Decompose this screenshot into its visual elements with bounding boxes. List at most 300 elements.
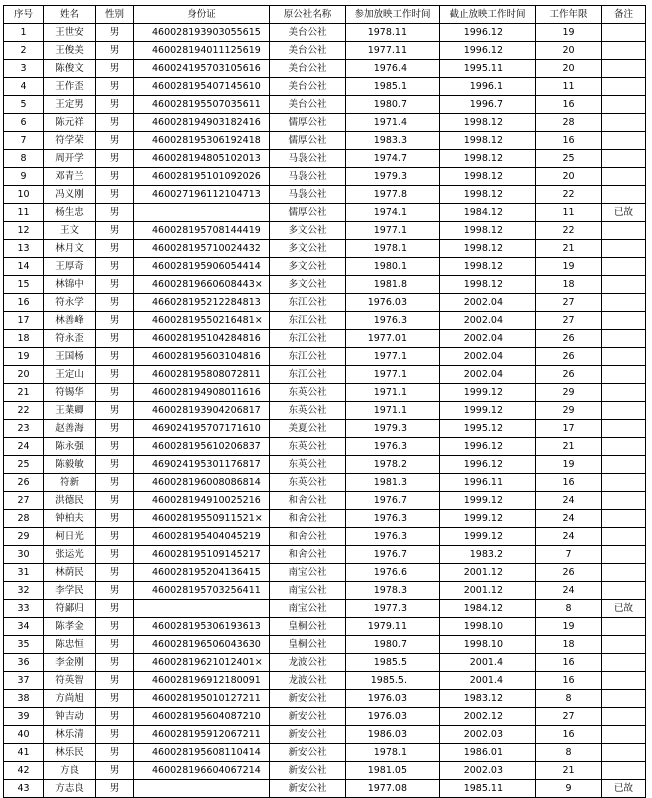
cell-end-date: 1995.11 [440, 60, 536, 78]
cell-remarks [602, 492, 646, 510]
cell-index: 37 [4, 672, 44, 690]
cell-remarks [602, 456, 646, 474]
cell-commune: 新安公社 [270, 726, 346, 744]
cell-index: 19 [4, 348, 44, 366]
cell-gender: 男 [96, 384, 134, 402]
cell-years: 21 [536, 240, 602, 258]
cell-index: 33 [4, 600, 44, 618]
cell-name: 李金刚 [44, 654, 96, 672]
cell-years: 24 [536, 492, 602, 510]
table-row [4, 276, 646, 294]
cell-commune: 儒厚公社 [270, 114, 346, 132]
cell-name: 林乐民 [44, 744, 96, 762]
cell-years: 18 [536, 276, 602, 294]
cell-remarks: 已故 [602, 780, 646, 798]
table-row [4, 762, 646, 780]
cell-commune: 美夏公社 [270, 420, 346, 438]
table-row [4, 222, 646, 240]
cell-id-number: 460028195604087210 [134, 708, 270, 726]
cell-end-date: 1998.12 [440, 168, 536, 186]
cell-id-number: 460028193903055615 [134, 24, 270, 42]
table-row [4, 168, 646, 186]
cell-end-date: 2002.04 [440, 312, 536, 330]
cell-id-number: 460028195603104816 [134, 348, 270, 366]
table-row [4, 348, 646, 366]
table-row [4, 42, 646, 60]
cell-name: 王定男 [44, 96, 96, 114]
cell-gender: 男 [96, 636, 134, 654]
cell-years: 20 [536, 168, 602, 186]
cell-remarks [602, 546, 646, 564]
cell-index: 34 [4, 618, 44, 636]
table-row [4, 24, 646, 42]
cell-commune: 南宝公社 [270, 600, 346, 618]
cell-name: 方尚旭 [44, 690, 96, 708]
cell-commune: 皇桐公社 [270, 636, 346, 654]
table-row [4, 240, 646, 258]
header-remarks: 备注 [602, 6, 646, 24]
cell-remarks [602, 276, 646, 294]
cell-name: 钟吉动 [44, 708, 96, 726]
cell-commune: 美台公社 [270, 24, 346, 42]
cell-id-number: 466028195212284813 [134, 294, 270, 312]
cell-gender: 男 [96, 276, 134, 294]
table-row [4, 528, 646, 546]
cell-name: 林月文 [44, 240, 96, 258]
cell-end-date: 2002.12 [440, 708, 536, 726]
cell-remarks [602, 330, 646, 348]
cell-commune: 美台公社 [270, 78, 346, 96]
cell-commune: 新安公社 [270, 762, 346, 780]
cell-end-date: 2002.04 [440, 330, 536, 348]
cell-years: 26 [536, 366, 602, 384]
cell-commune: 东英公社 [270, 456, 346, 474]
table-row [4, 546, 646, 564]
cell-index: 27 [4, 492, 44, 510]
table-row [4, 726, 646, 744]
cell-commune: 马袅公社 [270, 150, 346, 168]
cell-remarks [602, 294, 646, 312]
cell-years: 16 [536, 726, 602, 744]
cell-years: 24 [536, 582, 602, 600]
table-row [4, 672, 646, 690]
cell-remarks [602, 312, 646, 330]
cell-end-date: 1983.12 [440, 690, 536, 708]
cell-years: 20 [536, 42, 602, 60]
cell-start-date: 1974.7 [346, 150, 440, 168]
cell-start-date: 1978.11 [346, 24, 440, 42]
header-row [4, 6, 646, 24]
cell-remarks [602, 60, 646, 78]
cell-commune: 南宝公社 [270, 582, 346, 600]
cell-gender: 男 [96, 618, 134, 636]
cell-start-date: 1977.1 [346, 366, 440, 384]
cell-end-date: 2002.04 [440, 294, 536, 312]
cell-start-date: 1976.03 [346, 708, 440, 726]
header-start-date: 参加放映工作时间 [346, 6, 440, 24]
cell-id-number: 460028195507035611 [134, 96, 270, 114]
cell-commune: 龙波公社 [270, 654, 346, 672]
cell-end-date: 1998.12 [440, 222, 536, 240]
cell-years: 29 [536, 402, 602, 420]
cell-index: 3 [4, 60, 44, 78]
cell-index: 6 [4, 114, 44, 132]
cell-commune: 东江公社 [270, 312, 346, 330]
cell-remarks [602, 366, 646, 384]
table-row [4, 60, 646, 78]
table-row [4, 330, 646, 348]
cell-index: 40 [4, 726, 44, 744]
cell-id-number: 460028196912180091 [134, 672, 270, 690]
cell-name: 王業卿 [44, 402, 96, 420]
table-row [4, 690, 646, 708]
cell-start-date: 1976.3 [346, 528, 440, 546]
cell-gender: 男 [96, 654, 134, 672]
cell-years: 16 [536, 96, 602, 114]
cell-name: 陈毅敏 [44, 456, 96, 474]
table-row [4, 582, 646, 600]
cell-name: 林善峰 [44, 312, 96, 330]
cell-name: 王俊美 [44, 42, 96, 60]
cell-commune: 马袅公社 [270, 168, 346, 186]
table-row [4, 294, 646, 312]
cell-start-date: 1977.08 [346, 780, 440, 798]
cell-name: 钟柏夫 [44, 510, 96, 528]
cell-index: 12 [4, 222, 44, 240]
cell-name: 陈忠恒 [44, 636, 96, 654]
cell-start-date: 1985.5 [346, 654, 440, 672]
cell-start-date: 1977.3 [346, 600, 440, 618]
cell-end-date: 1998.12 [440, 258, 536, 276]
cell-name: 林乐清 [44, 726, 96, 744]
cell-start-date: 1981.3 [346, 474, 440, 492]
cell-gender: 男 [96, 96, 134, 114]
cell-id-number: 46002819550911521× [134, 510, 270, 528]
cell-commune: 多文公社 [270, 276, 346, 294]
cell-index: 39 [4, 708, 44, 726]
cell-index: 25 [4, 456, 44, 474]
cell-commune: 和舍公社 [270, 528, 346, 546]
cell-gender: 男 [96, 708, 134, 726]
cell-start-date: 1976.6 [346, 564, 440, 582]
cell-index: 18 [4, 330, 44, 348]
cell-end-date: 2001.12 [440, 564, 536, 582]
cell-index: 41 [4, 744, 44, 762]
cell-index: 17 [4, 312, 44, 330]
table-row [4, 708, 646, 726]
cell-gender: 男 [96, 420, 134, 438]
cell-remarks [602, 762, 646, 780]
cell-start-date: 1979.11 [346, 618, 440, 636]
cell-end-date: 1999.12 [440, 384, 536, 402]
cell-start-date: 1986.03 [346, 726, 440, 744]
cell-id-number: 460028195101092026 [134, 168, 270, 186]
cell-years: 19 [536, 618, 602, 636]
cell-end-date: 2002.04 [440, 366, 536, 384]
cell-commune: 美台公社 [270, 60, 346, 78]
cell-id-number: 460028195204136415 [134, 564, 270, 582]
cell-id-number: 469024195301176817 [134, 456, 270, 474]
cell-gender: 男 [96, 204, 134, 222]
cell-start-date: 1977.1 [346, 348, 440, 366]
cell-start-date: 1977.11 [346, 42, 440, 60]
cell-gender: 男 [96, 240, 134, 258]
table-row [4, 312, 646, 330]
cell-remarks [602, 690, 646, 708]
cell-commune: 东江公社 [270, 366, 346, 384]
cell-end-date: 1999.12 [440, 510, 536, 528]
cell-remarks [602, 420, 646, 438]
cell-years: 26 [536, 348, 602, 366]
cell-remarks [602, 582, 646, 600]
cell-remarks [602, 438, 646, 456]
cell-gender: 男 [96, 528, 134, 546]
cell-index: 26 [4, 474, 44, 492]
cell-id-number [134, 780, 270, 798]
cell-years: 26 [536, 564, 602, 582]
cell-years: 8 [536, 744, 602, 762]
cell-start-date: 1976.3 [346, 312, 440, 330]
cell-end-date: 1996.1 [440, 78, 536, 96]
cell-start-date: 1980.7 [346, 636, 440, 654]
cell-gender: 男 [96, 510, 134, 528]
cell-remarks [602, 402, 646, 420]
cell-name: 陈孝金 [44, 618, 96, 636]
cell-id-number: 46002819621012401× [134, 654, 270, 672]
cell-gender: 男 [96, 186, 134, 204]
cell-id-number: 460028195710024432 [134, 240, 270, 258]
cell-years: 17 [536, 420, 602, 438]
cell-name: 张运光 [44, 546, 96, 564]
cell-years: 29 [536, 384, 602, 402]
cell-start-date: 1976.03 [346, 294, 440, 312]
cell-start-date: 1976.7 [346, 492, 440, 510]
cell-name: 林锦中 [44, 276, 96, 294]
cell-id-number: 460028194011125619 [134, 42, 270, 60]
cell-years: 8 [536, 690, 602, 708]
table-row [4, 132, 646, 150]
header-commune: 原公社名称 [270, 6, 346, 24]
cell-commune: 多文公社 [270, 222, 346, 240]
cell-id-number: 460024195703105616 [134, 60, 270, 78]
cell-commune: 美台公社 [270, 96, 346, 114]
table-row [4, 456, 646, 474]
cell-index: 30 [4, 546, 44, 564]
cell-start-date: 1974.1 [346, 204, 440, 222]
cell-name: 符新 [44, 474, 96, 492]
cell-end-date: 2002.03 [440, 762, 536, 780]
table-row [4, 258, 646, 276]
cell-id-number: 460028195010127211 [134, 690, 270, 708]
table-row [4, 114, 646, 132]
cell-commune: 和舍公社 [270, 510, 346, 528]
cell-name: 符鄙归 [44, 600, 96, 618]
cell-start-date: 1976.4 [346, 60, 440, 78]
cell-name: 陈永强 [44, 438, 96, 456]
table-row [4, 186, 646, 204]
table-row [4, 366, 646, 384]
cell-start-date: 1985.5. [346, 672, 440, 690]
cell-name: 王国杨 [44, 348, 96, 366]
cell-gender: 男 [96, 366, 134, 384]
cell-index: 23 [4, 420, 44, 438]
cell-gender: 男 [96, 132, 134, 150]
cell-gender: 男 [96, 600, 134, 618]
cell-commune: 多文公社 [270, 240, 346, 258]
cell-end-date: 1986.01 [440, 744, 536, 762]
cell-index: 2 [4, 42, 44, 60]
cell-index: 32 [4, 582, 44, 600]
cell-remarks [602, 24, 646, 42]
cell-id-number: 460028195708144419 [134, 222, 270, 240]
cell-remarks [602, 132, 646, 150]
cell-index: 15 [4, 276, 44, 294]
cell-name: 符锡华 [44, 384, 96, 402]
cell-years: 28 [536, 114, 602, 132]
cell-remarks [602, 96, 646, 114]
cell-gender: 男 [96, 222, 134, 240]
cell-name: 符永学 [44, 294, 96, 312]
cell-commune: 美台公社 [270, 42, 346, 60]
cell-name: 陈元祥 [44, 114, 96, 132]
cell-gender: 男 [96, 114, 134, 132]
cell-index: 20 [4, 366, 44, 384]
cell-remarks [602, 708, 646, 726]
cell-gender: 男 [96, 492, 134, 510]
cell-start-date: 1979.3 [346, 168, 440, 186]
cell-start-date: 1980.1 [346, 258, 440, 276]
cell-start-date: 1979.3 [346, 420, 440, 438]
cell-name: 赵善海 [44, 420, 96, 438]
cell-remarks [602, 528, 646, 546]
cell-end-date: 2001.4 [440, 672, 536, 690]
header-end-date: 截止放映工作时间 [440, 6, 536, 24]
cell-start-date: 1981.8 [346, 276, 440, 294]
cell-end-date: 2002.04 [440, 348, 536, 366]
cell-gender: 男 [96, 564, 134, 582]
cell-years: 24 [536, 510, 602, 528]
cell-remarks [602, 654, 646, 672]
cell-commune: 龙波公社 [270, 672, 346, 690]
cell-remarks [602, 222, 646, 240]
cell-start-date: 1983.3 [346, 132, 440, 150]
cell-id-number: 469024195707171610 [134, 420, 270, 438]
cell-id-number: 460028194805102013 [134, 150, 270, 168]
cell-gender: 男 [96, 672, 134, 690]
cell-name: 陈俊文 [44, 60, 96, 78]
cell-name: 王厚奇 [44, 258, 96, 276]
cell-index: 14 [4, 258, 44, 276]
cell-id-number: 460028195306192418 [134, 132, 270, 150]
personnel-table [3, 5, 646, 798]
cell-remarks [602, 744, 646, 762]
cell-name: 方良 [44, 762, 96, 780]
header-id-number: 身份证 [134, 6, 270, 24]
cell-remarks [602, 618, 646, 636]
cell-name: 王定山 [44, 366, 96, 384]
cell-commune: 新安公社 [270, 690, 346, 708]
cell-id-number: 460028195407145610 [134, 78, 270, 96]
cell-start-date: 1977.1 [346, 222, 440, 240]
cell-start-date: 1978.2 [346, 456, 440, 474]
cell-name: 符学荣 [44, 132, 96, 150]
table-row [4, 780, 646, 798]
table-row [4, 600, 646, 618]
cell-gender: 男 [96, 330, 134, 348]
cell-gender: 男 [96, 24, 134, 42]
cell-remarks [602, 672, 646, 690]
cell-index: 16 [4, 294, 44, 312]
cell-years: 9 [536, 780, 602, 798]
cell-name: 方志良 [44, 780, 96, 798]
cell-gender: 男 [96, 438, 134, 456]
cell-end-date: 1998.12 [440, 132, 536, 150]
cell-id-number: 460028195306193613 [134, 618, 270, 636]
cell-start-date: 1971.1 [346, 402, 440, 420]
cell-remarks: 已故 [602, 600, 646, 618]
cell-remarks: 已故 [602, 204, 646, 222]
cell-gender: 男 [96, 402, 134, 420]
table-row [4, 564, 646, 582]
cell-gender: 男 [96, 294, 134, 312]
cell-gender: 男 [96, 780, 134, 798]
table-row [4, 438, 646, 456]
cell-index: 43 [4, 780, 44, 798]
cell-index: 31 [4, 564, 44, 582]
cell-commune: 南宝公社 [270, 564, 346, 582]
cell-remarks [602, 726, 646, 744]
cell-gender: 男 [96, 474, 134, 492]
cell-years: 19 [536, 258, 602, 276]
table-row [4, 744, 646, 762]
cell-name: 李学民 [44, 582, 96, 600]
cell-years: 21 [536, 762, 602, 780]
cell-gender: 男 [96, 546, 134, 564]
cell-start-date: 1977.8 [346, 186, 440, 204]
table-row [4, 384, 646, 402]
cell-commune: 东江公社 [270, 348, 346, 366]
cell-years: 27 [536, 708, 602, 726]
cell-years: 11 [536, 204, 602, 222]
cell-id-number: 460028195404045219 [134, 528, 270, 546]
cell-end-date: 1984.12 [440, 204, 536, 222]
cell-end-date: 1998.12 [440, 186, 536, 204]
cell-id-number [134, 204, 270, 222]
cell-start-date: 1977.01 [346, 330, 440, 348]
cell-years: 22 [536, 186, 602, 204]
cell-id-number: 460028194910025216 [134, 492, 270, 510]
cell-index: 21 [4, 384, 44, 402]
cell-gender: 男 [96, 456, 134, 474]
cell-end-date: 1985.11 [440, 780, 536, 798]
cell-id-number: 460028195608110414 [134, 744, 270, 762]
cell-start-date: 1971.1 [346, 384, 440, 402]
cell-index: 42 [4, 762, 44, 780]
cell-end-date: 1983.2 [440, 546, 536, 564]
cell-start-date: 1978.3 [346, 582, 440, 600]
cell-years: 19 [536, 24, 602, 42]
cell-gender: 男 [96, 744, 134, 762]
cell-start-date: 1976.3 [346, 510, 440, 528]
cell-end-date: 1998.12 [440, 150, 536, 168]
cell-gender: 男 [96, 762, 134, 780]
cell-remarks [602, 42, 646, 60]
cell-years: 21 [536, 438, 602, 456]
cell-years: 8 [536, 600, 602, 618]
header-gender: 性别 [96, 6, 134, 24]
cell-index: 38 [4, 690, 44, 708]
cell-name: 邓青兰 [44, 168, 96, 186]
